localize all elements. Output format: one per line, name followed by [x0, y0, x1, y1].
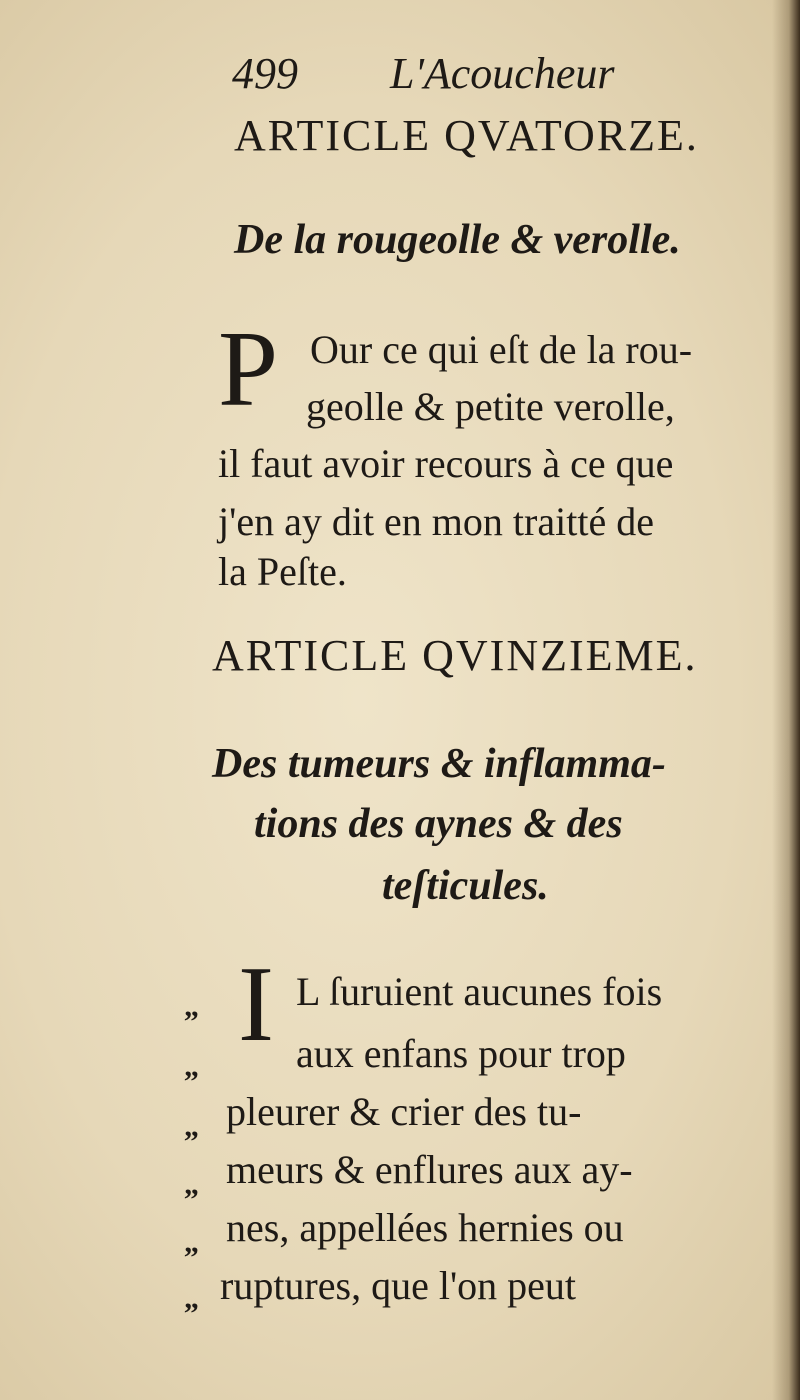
article-heading: ARTICLE QVINZIEME. — [212, 631, 698, 680]
quote-mark: „ — [184, 1050, 199, 1083]
text-line: j'en ay dit en mon traitté de — [218, 499, 654, 544]
article-heading: ARTICLE QVATORZE. — [234, 111, 699, 160]
quote-mark: „ — [184, 1168, 199, 1201]
text-line: il faut avoir recours à ce que — [218, 441, 674, 486]
text-line: Our ce qui eſt de la rou- — [310, 327, 693, 372]
running-title: L'Acoucheur — [390, 49, 615, 98]
drop-cap: I — [238, 945, 274, 1064]
article-subtitle-line: teſticules. — [382, 863, 549, 909]
text-line: ruptures, que l'on peut — [220, 1263, 577, 1308]
text-line: aux enfans pour trop — [296, 1031, 626, 1076]
quote-mark: „ — [184, 1282, 199, 1315]
text-line: nes, appellées hernies ou — [226, 1205, 624, 1250]
quote-mark: „ — [184, 1226, 199, 1259]
text-line: meurs & enflures aux ay- — [226, 1147, 633, 1192]
book-spine-shadow — [772, 0, 800, 1400]
running-head — [232, 48, 732, 108]
drop-cap: P — [218, 310, 279, 429]
article-subtitle-line: tions des aynes & des — [254, 801, 623, 847]
text-line: la Peſte. — [218, 549, 347, 594]
article-subtitle: De la rougeolle & verolle. — [234, 217, 681, 263]
article-subtitle-line: Des tumeurs & inflamma- — [212, 741, 666, 787]
page-number: 499 — [232, 49, 298, 98]
quote-mark: „ — [184, 1110, 199, 1143]
text-line: geolle & petite verolle, — [306, 384, 675, 429]
text-line: L ſuruient aucunes fois — [296, 969, 663, 1014]
quote-mark: „ — [184, 990, 199, 1023]
text-line: pleurer & crier des tu- — [226, 1089, 582, 1134]
